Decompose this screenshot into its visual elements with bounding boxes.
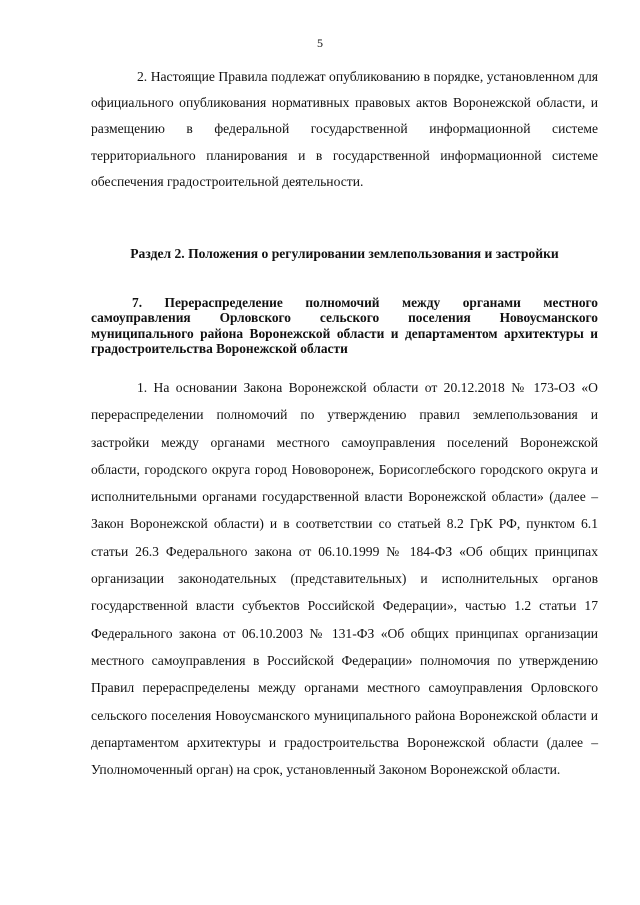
section-heading: Раздел 2. Положения о регулировании землепользования и застройки <box>130 246 559 261</box>
page-number: 5 <box>317 36 323 50</box>
subsection-heading: 7. Перераспределение полномочий между органами местного самоуправления Орловского сельского поселения Новоусманского муниципального района Воронежской области и департаментом архитектуры и градостроительства Воронежской области <box>91 295 598 357</box>
paragraph-7-1: 1. На основании Закона Воронежской области от 20.12.2018 № 173-ОЗ «О перераспределении полномочий по утверждению правил землепользования и застройки между органами местного самоуправления поселений Воронежской области, городского округа город Нововоронеж, Борисоглебского городского округа и исполнительными органами государственной власти Воронежской области» (далее – Закон Воронежской области) и в соответствии со статьей 8.2 ГрК РФ, пунктом 6.1 статьи 26.3 Федерального закона от 06.10.1999 № 184-ФЗ «Об общих принципах организации законодательных (представительных) и исполнительных органов государственной власти субъектов Российской Федерации», частью 1.2 статьи 17 Федерального закона от 06.10.2003 № 131-ФЗ «Об общих принципах организации местного самоуправления в Российской Федерации» полномочия по утверждению Правил перераспределены между органами местного самоуправления Орловского сельского поселения Новоусманского муниципального района Воронежской области и департаментом архитектуры и градостроительства Воронежской области (далее – Уполномоченный орган) на срок, установленный Законом Воронежской области. <box>91 380 598 778</box>
paragraph-2: 2. Настоящие Правила подлежат опубликованию в порядке, установленном для официального опубликования нормативных правовых актов Воронежской области, и размещению в федеральной государственной информационной системе территориального планирования и в государственной информационной системе обеспечения градостроительной деятельности. <box>91 69 598 189</box>
